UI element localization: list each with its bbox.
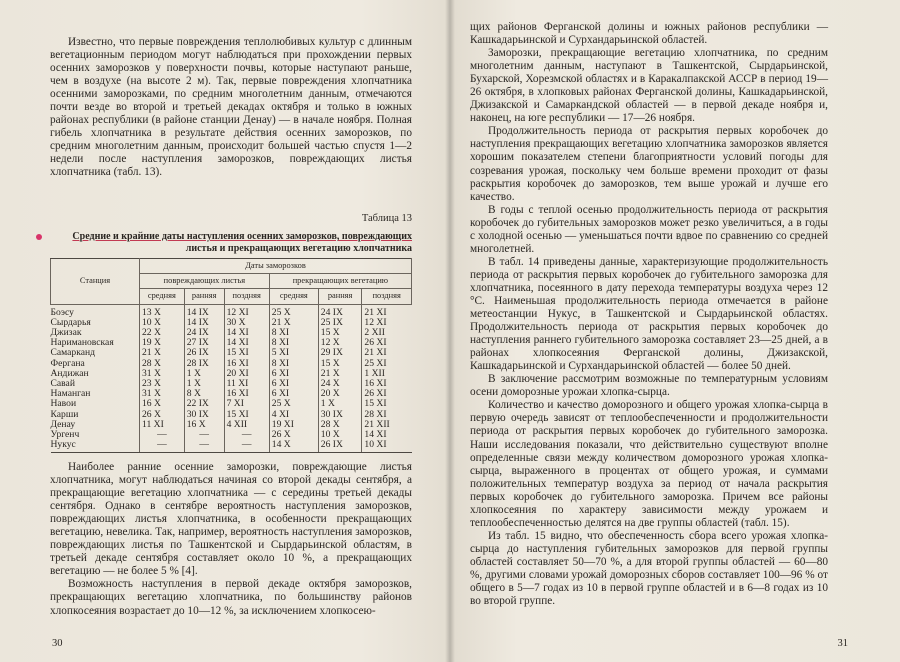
date-cell: 6 XI (269, 379, 318, 389)
date-cell: 20 X (318, 389, 362, 399)
date-cell: — (140, 440, 185, 453)
station-cell: Ургенч (50, 429, 80, 441)
date-cell: 26 XI (362, 338, 412, 348)
date-cell: 10 X (140, 318, 185, 328)
date-cell: 8 XI (269, 359, 318, 369)
date-cell: 15 X (318, 359, 362, 369)
date-cell: 15 X (318, 328, 362, 338)
table-title-line2: листья и прекращающих вегетацию хлопчатника (185, 243, 412, 254)
date-cell: 28 X (318, 420, 362, 430)
date-cell: 28 X (140, 359, 185, 369)
left-lower-text (50, 461, 412, 618)
station-cell: Андижан (50, 367, 89, 379)
date-cell: 21 XII (362, 420, 412, 430)
date-cell: 4 XII (224, 420, 269, 430)
date-cell: 23 X (140, 379, 185, 389)
date-cell: 26 IX (184, 348, 224, 358)
date-cell: 6 XI (269, 369, 318, 379)
date-cell: 16 X (184, 420, 224, 430)
subheader: ранняя (184, 289, 224, 304)
station-cell: Сырдарья (50, 316, 91, 328)
date-cell: 31 X (140, 369, 185, 379)
date-cell: 24 IX (184, 328, 224, 338)
date-cell: 22 X (140, 328, 185, 338)
subheader: средняя (140, 289, 185, 304)
date-cell: 27 IX (184, 338, 224, 348)
date-cell: 13 X (140, 304, 185, 318)
date-cell: 1 X (184, 369, 224, 379)
intro-paragraph: Известно, что первые повреждения теплолюбивых культур с длинным вегетационным периодом могут наблюдаться при прохождении первых осенних заморозков у поверхности почвы, которые наступают раньше, чем в воздухе (на высоте 2 м). Так, первые повреждения хлопчатника осенними заморозками, по средним многолетним данным, отмечаются почти везде во второй и третьей декадах октября и только в южных районах республики (в районе станции Денау) — в начале ноября. Полная гибель хлопчатника в результате действия осенних заморозков, по средним многолетним данным, происходит большей частью спустя 1—2 недели после наступления заморозков, повреждающих листья хлопчатника (табл. 13). (50, 36, 412, 179)
date-cell: 14 IX (184, 318, 224, 328)
right-text (470, 21, 828, 608)
station-cell: Боэсу (50, 306, 74, 318)
date-cell: 16 XI (362, 379, 412, 389)
pink-marker-dot (36, 234, 42, 240)
date-cell: 26 X (140, 410, 185, 420)
date-cell: 12 XI (224, 304, 269, 318)
date-cell: 2 XII (362, 328, 412, 338)
dates-header: Даты заморозков (140, 259, 412, 274)
frost-dates-table (50, 258, 412, 453)
table-body (51, 304, 412, 453)
group2-header: прекращающих вегетацию (269, 274, 411, 289)
station-cell: Фергана (50, 357, 85, 369)
date-cell: 5 XI (269, 348, 318, 358)
date-cell: 21 XI (362, 348, 412, 358)
date-cell: 14 XI (224, 328, 269, 338)
date-cell: 16 XI (224, 389, 269, 399)
date-cell: 16 X (140, 399, 185, 409)
date-cell: 24 IX (318, 304, 362, 318)
right-paragraph: Количество и качество доморозного и общего урожая хлопка-сырца в первую очередь зависят от теплообеспеченности и продолжительности периода от раскрытия первых коробочек до губительного заморозка. Наши исследования показали, что действительно существуют вполне определенные связи между количеством доморозного урожая хлопка-сырца, выраженного в процентах от общего урожая, и суммами положительных температур воздуха за период от начала раскрытия первых коробочек до губительного заморозка. Причем все районы хлопкосеяния по характеру зависимости между урожаем и теплообеспеченностью делятся на две группы областей (табл. 15). (470, 399, 828, 529)
date-cell: — (140, 430, 185, 440)
left-intro-text (50, 36, 412, 180)
right-paragraph: щих районов Ферганской долины и южных районов республики — Кашкадарьинской и Сурхандарьинской областей. (470, 21, 828, 47)
date-cell: 8 XI (269, 328, 318, 338)
page-number-right: 31 (837, 638, 848, 649)
date-cell: 19 X (140, 338, 185, 348)
date-cell: 7 XI (224, 399, 269, 409)
subheader: поздняя (362, 289, 412, 304)
table-row (51, 420, 412, 430)
date-cell: 12 XI (362, 318, 412, 328)
station-cell: Самарканд (50, 347, 96, 359)
date-cell: 10 X (318, 430, 362, 440)
date-cell: 4 XI (269, 410, 318, 420)
subheader: средняя (269, 289, 318, 304)
date-cell: 25 X (269, 304, 318, 318)
table-label: Таблица 13 (361, 213, 412, 224)
date-cell: 11 XI (140, 420, 185, 430)
date-cell: 10 XI (362, 440, 412, 453)
date-cell: — (184, 440, 224, 453)
date-cell: 15 XI (224, 410, 269, 420)
date-cell: 21 XI (362, 304, 412, 318)
date-cell: 14 X (269, 440, 318, 453)
date-cell: — (224, 440, 269, 453)
station-cell: Денау (50, 418, 76, 430)
station-cell: Джизак (50, 327, 82, 339)
date-cell: 26 IX (318, 440, 362, 453)
station-cell: Нукус (51, 440, 140, 453)
station-cell: Наримановская (50, 337, 114, 349)
date-cell: 30 X (224, 318, 269, 328)
date-cell: — (224, 430, 269, 440)
date-cell: 11 XI (224, 379, 269, 389)
station-cell: Савай (50, 378, 75, 390)
date-cell: 21 X (140, 348, 185, 358)
date-cell: 21 X (269, 318, 318, 328)
date-cell: 20 XI (224, 369, 269, 379)
table-row (51, 440, 412, 453)
table-title-line1: Средние и крайние даты наступления осенних заморозков, повреждающих (72, 231, 412, 242)
date-cell: 15 XI (224, 348, 269, 358)
date-cell: 14 XI (362, 430, 412, 440)
station-cell: Навои (50, 398, 77, 410)
date-cell: 8 X (184, 389, 224, 399)
subheader: поздняя (224, 289, 269, 304)
date-cell: 25 IX (318, 318, 362, 328)
station-cell: Наманган (50, 388, 91, 400)
date-cell: 28 XI (362, 410, 412, 420)
date-cell: 30 IX (184, 410, 224, 420)
right-paragraph: Из табл. 15 видно, что обеспеченность сбора всего урожая хлопка-сырца до наступления губительных заморозков для первой группы областей составляет 50—70 %, а для второй группы областей — 60—80 %, другими словами урожай доморозных сборов составляет 100—96 % от общего в 5—7 годах из 10 в первой группе областей и в 6—8 годах из 10 во второй группе. (470, 529, 828, 608)
date-cell: 15 XI (362, 399, 412, 409)
station-cell: Карши (50, 408, 79, 420)
station-header: Станция (51, 259, 140, 305)
date-cell: — (184, 430, 224, 440)
date-cell: 26 X (269, 430, 318, 440)
page-number-left: 30 (52, 638, 63, 649)
right-paragraph: Заморозки, прекращающие вегетацию хлопчатника, по средним многолетним данным, наступают в Ташкентской, Сырдарьинской, Бухарской, Хорезмской областях и в Каракалпакской АССР в период 19—26 октября, в хлопковых районах Ферганской долины, Кашкадарьинской, Джизакской и Самаркандской областей — в первой декаде ноября и, наконец, на юге республики — 17—26 ноября. (470, 47, 828, 125)
table-row (51, 304, 412, 318)
date-cell: 30 IX (318, 410, 362, 420)
date-cell: 22 IX (184, 399, 224, 409)
table-title (50, 231, 412, 255)
date-cell: 1 XII (362, 369, 412, 379)
table-row (51, 430, 412, 440)
subheader: ранняя (318, 289, 362, 304)
date-cell: 12 X (318, 338, 362, 348)
date-cell: 28 IX (184, 359, 224, 369)
date-cell: 25 XI (362, 359, 412, 369)
date-cell: 16 XI (224, 359, 269, 369)
date-cell: 24 X (318, 379, 362, 389)
date-cell: 8 XI (269, 338, 318, 348)
date-cell: 14 IX (184, 304, 224, 318)
group1-header: повреждающих листья (140, 274, 270, 289)
date-cell: 25 X (269, 399, 318, 409)
right-page (450, 0, 900, 662)
right-paragraph: Продолжительность периода от раскрытия первых коробочек до наступления прекращающих вегетацию хлопчатника заморозков является хорошим показателем степени благоприятности условий погоды для созревания урожая, поскольку чем больше времени проходит от фазы раскрытия коробочек до заморозков, тем выше урожай и лучше его качество. (470, 125, 828, 203)
date-cell: 14 XI (224, 338, 269, 348)
date-cell: 29 IX (318, 348, 362, 358)
date-cell: 26 XI (362, 389, 412, 399)
date-cell: 6 XI (269, 389, 318, 399)
date-cell: 21 X (318, 369, 362, 379)
right-paragraph: В табл. 14 приведены данные, характеризующие продолжительность периода от раскрытия первых коробочек до губительного заморозка для хлопчатника, посеянного в дату перехода температуры воздуха через 12 °С. Наименьшая продолжительность периода отмечается в районе метеостанции Нукус, в Ташкентской и Сырдарьинской областях. Продолжительность периода от раскрытия первых коробочек до наступления раннего губительного заморозка составляет 23—25 дней, а в районах хлопкосеяния Ферганской долины, Джизакской, Кашкадарьинской и Сурхандарьинской областей — более 50 дней. (470, 255, 828, 373)
date-cell: 1 X (184, 379, 224, 389)
date-cell: 19 XI (269, 420, 318, 430)
right-paragraph: В заключение рассмотрим возможные по температурным условиям осени доморозные урожаи хлопка-сырца. (470, 373, 828, 399)
date-cell: 31 X (140, 389, 185, 399)
right-paragraph: В годы с теплой осенью продолжительность периода от раскрытия коробочек до губительных заморозков может резко увеличиться, а в годы с холодной осенью — уменьшаться почти вдвое по сравнению со средней многолетней. (470, 203, 828, 255)
paragraph-2: Наиболее ранние осенние заморозки, повреждающие листья хлопчатника, могут наблюдаться начиная со второй декады сентября, а прекращающие вегетацию хлопчатника — с середины третьей декады сентября. Однако в сентябре вероятность наступления заморозков, повреждающих листья хлопчатника, в особенности прекращающих вегетацию, невелика. Так, например, вероятность наступления заморозков, повреждающих листья по Ташкентской и Сырдарьинской областям, в третьей декаде сентября составляет около 10 %, а прекращающих вегетацию — не более 5 % [4]. (50, 461, 412, 578)
paragraph-3: Возможность наступления в первой декаде октября заморозков, прекращающих вегетацию хлопчатника, по большинству районов хлопкосеяния возрастает до 10—12 %, за исключением хлопкосею- (50, 578, 412, 617)
date-cell: 1 X (318, 399, 362, 409)
